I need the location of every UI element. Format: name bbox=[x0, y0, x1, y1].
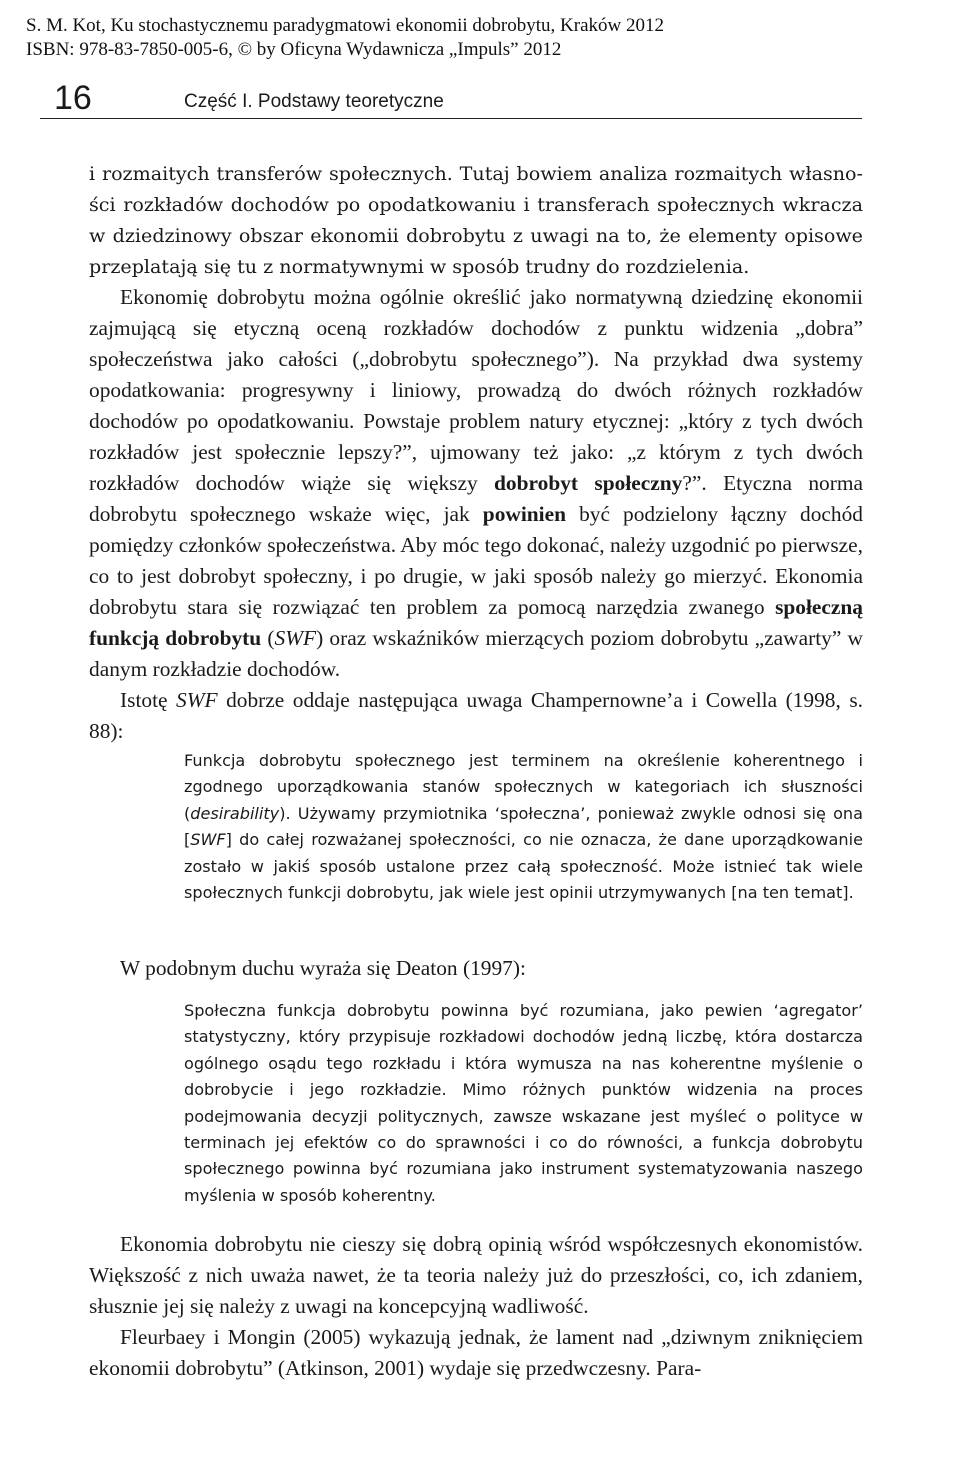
paragraph-reputation: Ekonomia dobrobytu nie cieszy się dobrą opinią wśród współczesnych ekonomistów. Większość z nich uważa nawet, że ta teoria należy już do przeszłości, co, ich zdaniem, słusznie jej się należy z uwagi na koncepcyjną wadliwość. bbox=[89, 1232, 863, 1318]
page-header bbox=[40, 78, 862, 119]
citation-line-1: S. M. Kot, Ku stochastycznemu paradygmatowi ekonomii dobrobytu, Kraków 2012 bbox=[26, 15, 664, 36]
paragraph-champernowne-intro: Istotę SWF dobrze oddaje następująca uwaga Champernowne’a i Cowella (1998, s. 88): bbox=[89, 688, 863, 743]
quote-deaton: Społeczna funkcja dobrobytu powinna być rozumiana, jako pewien ‘agregator’ statystyczny, który przypisuje rozkładowi dochodów jedną liczbę, która dostarcza ogólnego osądu tego rozkładu i która wymusza na nas koherentne myślenie o dobrobycie i jego rozkładzie. Mimo różnych punktów widzenia na proces podejmowania decyzji politycznych, zawsze wskazane jest myśleć o polityce w terminach jej efektów co do sprawności i co do równości, a funkcja dobrobytu społecznego powinna być rozumiana jako instrument systematyzowania naszego myślenia w sposób koherentny. bbox=[184, 1001, 863, 1205]
quote-champernowne-cowell: Funkcja dobrobytu społecznego jest terminem na określenie koherentnego i zgodnego uporządkowania stanów społecznych w kategoriach ich słuszności (desirability). Używamy przymiotnika ‘społeczna’, ponieważ zwykle odnosi się ona [SWF] do całej rozważanej społeczności, co nie oznacza, że dane uporządkowanie zostało w jakiś sposób ustalone przez całą społeczność. Może istnieć tak wiele społecznych funkcji dobrobytu, jak wiele jest opinii utrzymywanych [na ten temat]. bbox=[184, 751, 863, 903]
bold-term-powinien: powinien bbox=[482, 502, 567, 526]
chapter-title: Część I. Podstawy teoretyczne bbox=[184, 91, 444, 112]
paragraph-continuation: i rozmaitych transferów społecznych. Tutaj bowiem analiza rozmaitych własności rozkładów dochodów po opodatkowaniu i transferach społecznych wkracza w dziedzinowy obszar ekonomii dobrobytu z uwagi na to, że elementy opisowe przeplatają się tu z normatywnymi w sposób trudny do rozdzielenia. bbox=[89, 162, 863, 278]
body-section-2 bbox=[89, 282, 863, 747]
italic-swf: SWF bbox=[274, 626, 317, 650]
italic-swf-2: SWF bbox=[176, 688, 218, 712]
citation-line-2: ISBN: 978-83-7850-005-6, © by Oficyna Wydawnicza „Impuls” 2012 bbox=[26, 39, 562, 60]
body-section-1 bbox=[89, 158, 863, 282]
paragraph-fleurbaey-mongin: Fleurbaey i Mongin (2005) wykazują jednak, że lament nad „dziwnym zniknięciem ekonomii dobrobytu” (Atkinson, 2001) wydaje się przedwczesny. Para- bbox=[89, 1325, 863, 1380]
body-section-4 bbox=[89, 1229, 863, 1384]
citation-block bbox=[26, 14, 664, 62]
deaton-intro: W podobnym duchu wyraża się Deaton (1997): bbox=[120, 956, 526, 980]
page-number: 16 bbox=[54, 79, 92, 117]
italic-desirability: desirability bbox=[190, 803, 280, 823]
bold-term-dobrobyt: dobrobyt społeczny bbox=[494, 471, 683, 495]
paragraph-welfare-definition: Ekonomię dobrobytu można ogólnie określić jako normatywną dziedzinę ekonomii zajmującą się etyczną oceną rozkładów dochodów z punktu widzenia „dobra” społeczeństwa jako całości („dobrobytu społecznego”). Na przykład dwa systemy opodatkowania: progresywny i liniowy, prowadzą do dwóch różnych rozkładów dochodów po opodatkowaniu. Powstaje problem natury etycznej: „który z tych dwóch rozkładów jest społecznie lepszy?”, ujmowany też jako: „z którym z tych dwóch rozkładów dochodów wiąże się większy dobrobyt społeczny?”. Etyczna norma dobrobytu społecznego wskaże więc, jak powinien być podzielony łączny dochód pomiędzy członków społeczeństwa. Aby móc tego dokonać, należy uzgodnić po pierwsze, co to jest dobrobyt społeczny, i po drugie, w jaki sposób należy go mierzyć. Ekonomia dobrobytu stara się rozwiązać ten problem za pomocą narzędzia zwanego społeczną funkcją dobrobytu (SWF) oraz wskaźników mierzących poziom dobrobytu „zawarty” w danym rozkładzie dochodów. bbox=[89, 285, 863, 681]
bold-term-swf: społeczną funkcją dobrobytu bbox=[89, 595, 863, 650]
italic-swf-quote: SWF bbox=[190, 830, 226, 850]
